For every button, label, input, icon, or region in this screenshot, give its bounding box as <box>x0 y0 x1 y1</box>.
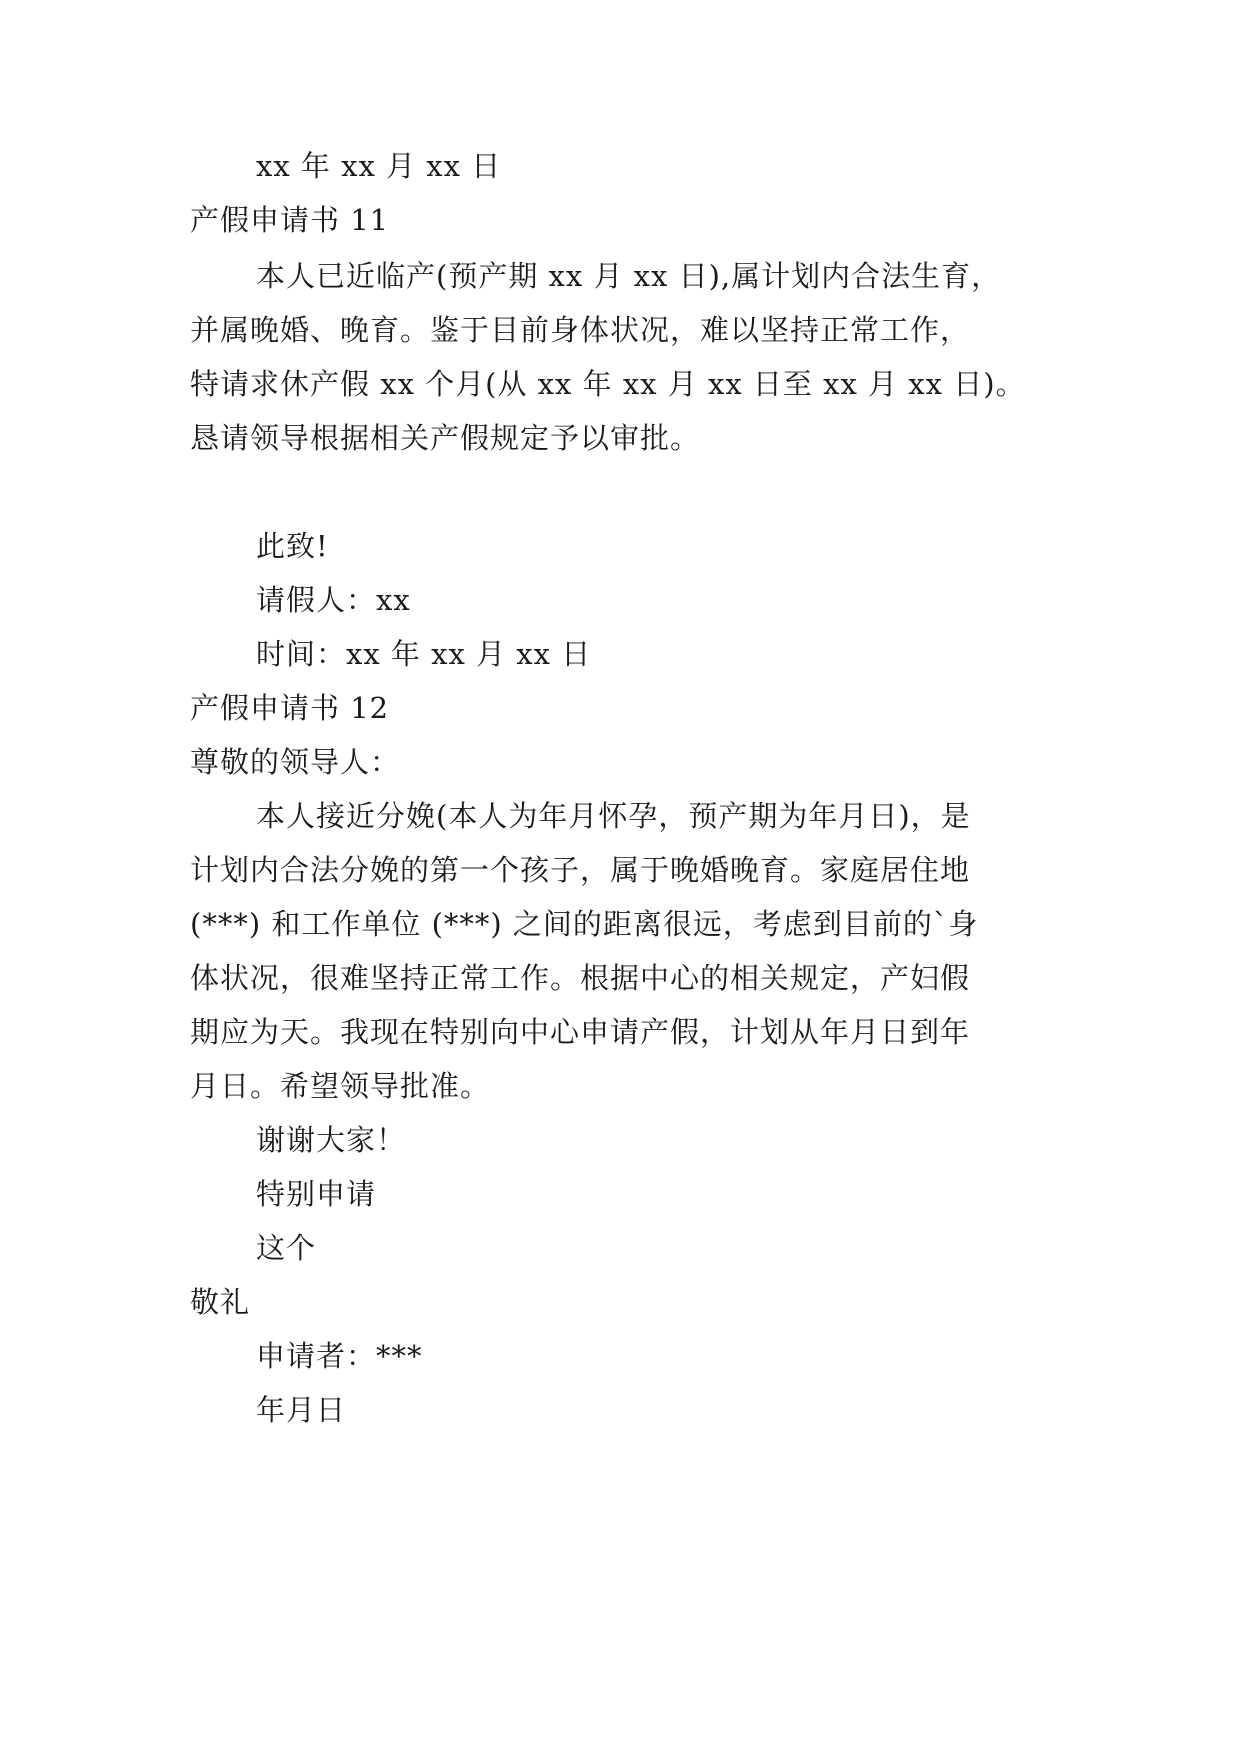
letter11-time: 时间：xx 年 xx 月 xx 日 <box>256 637 592 671</box>
letter11-body-line-2: 并属晚婚、晚育。鉴于目前身体状况，难以坚持正常工作， <box>190 313 971 347</box>
letter12-regards: 敬礼 <box>190 1285 251 1319</box>
letter12-body-line-5: 期应为天。我现在特别向中心申请产假，计划从年月日到年 <box>190 1015 971 1049</box>
letter12-body-line-2: 计划内合法分娩的第一个孩子，属于晚婚晚育。家庭居住地 <box>190 853 971 887</box>
letter12-body-line-3: (***) 和工作单位 (***) 之间的距离很远，考虑到目前的`身 <box>190 907 979 941</box>
letter12-thanks: 谢谢大家！ <box>256 1123 407 1157</box>
letter11-applicant: 请假人：xx <box>256 583 411 617</box>
letter11-title: 产假申请书 11 <box>190 203 390 237</box>
letter12-this: 这个 <box>256 1231 317 1265</box>
letter11-body-line-4: 恳请领导根据相关产假规定予以审批。 <box>190 421 701 455</box>
letter11-body-line-1: 本人已近临产(预产期 xx 月 xx 日),属计划内合法生育， <box>256 259 1002 293</box>
letter12-applicant: 申请者：*** <box>256 1339 423 1373</box>
letter12-salutation: 尊敬的领导人： <box>190 745 401 779</box>
letter12-body-line-1: 本人接近分娩(本人为年月怀孕，预产期为年月日)，是 <box>256 799 971 833</box>
letter12-body-line-6: 月日。希望领导批准。 <box>190 1069 491 1103</box>
letter12-special: 特别申请 <box>256 1177 377 1211</box>
letter11-closing: 此致! <box>256 529 329 563</box>
letter12-title: 产假申请书 12 <box>190 691 390 725</box>
letter12-body-line-4: 体状况，很难坚持正常工作。根据中心的相关规定，产妇假 <box>190 961 971 995</box>
date-line: xx 年 xx 月 xx 日 <box>256 149 502 183</box>
letter12-date: 年月日 <box>256 1393 347 1427</box>
letter11-body-line-3: 特请求休产假 xx 个月(从 xx 年 xx 月 xx 日至 xx 月 xx 日)。 <box>190 367 1026 401</box>
